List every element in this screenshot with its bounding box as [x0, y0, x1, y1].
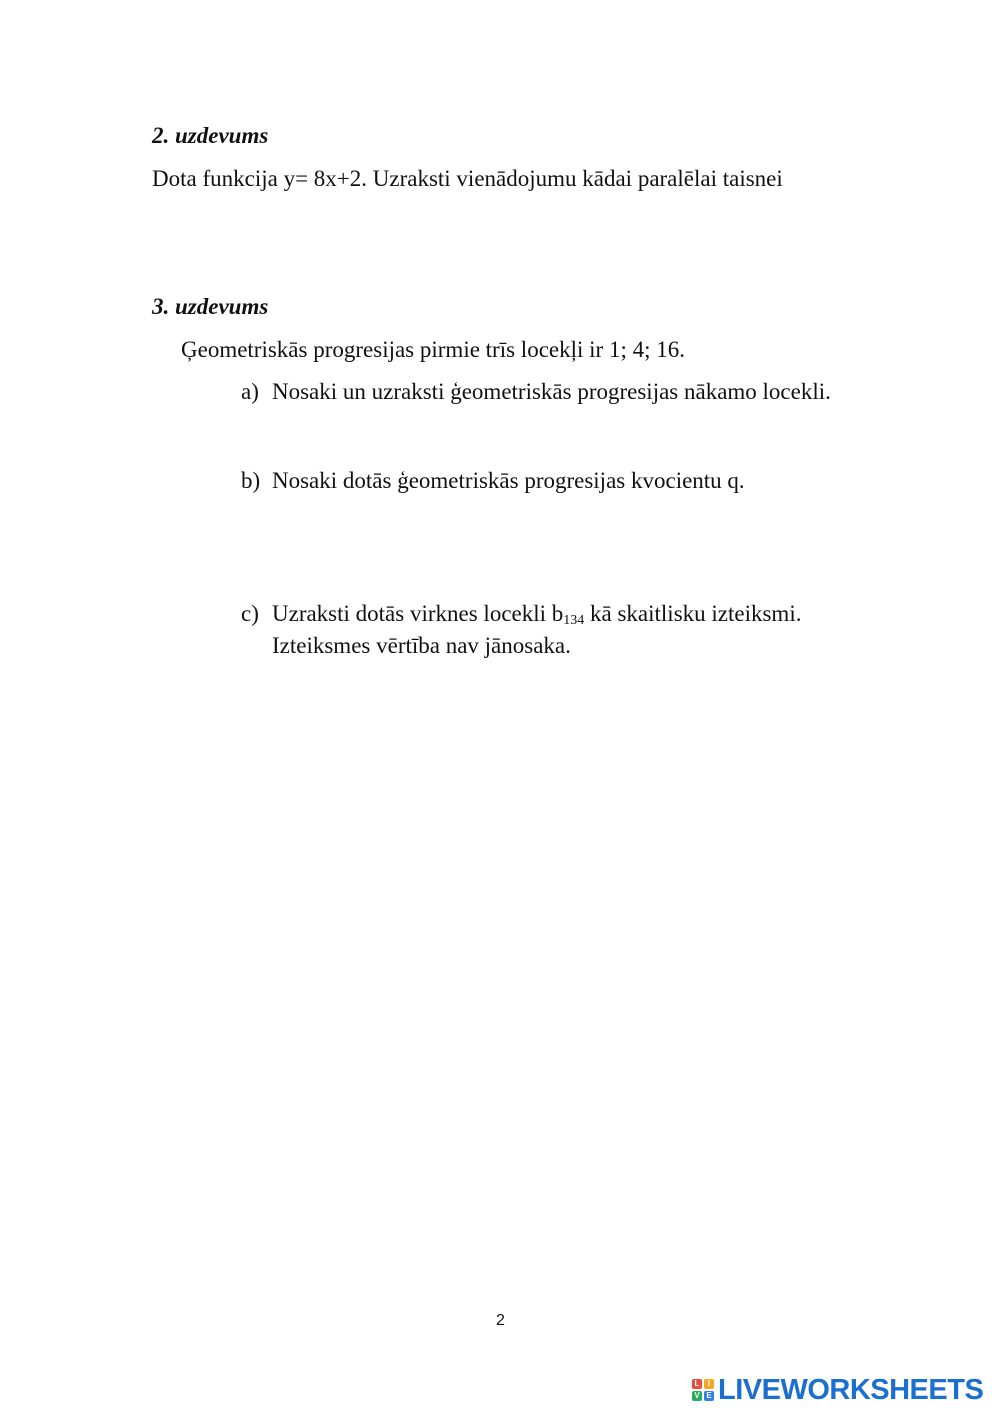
list-item-text: Nosaki un uzraksti ģeometriskās progresijas nākamo locekli.	[272, 379, 831, 404]
list-item-c	[0, 600, 1000, 664]
list-item-text-end: kā skaitlisku izteiksmi.	[584, 601, 802, 626]
list-item-text: Nosaki dotās ģeometriskās progresijas kvocientu q.	[272, 468, 745, 493]
list-item-letter: c)	[241, 601, 259, 626]
logo-tile: L	[692, 1379, 702, 1389]
list-item-text-line2: Izteiksmes vērtība nav jānosaka.	[272, 633, 571, 658]
list-item-letter: b)	[241, 468, 261, 493]
logo-tile: V	[692, 1391, 702, 1401]
liveworksheets-logo-icon	[692, 1379, 714, 1401]
task-2-heading: 2. uzdevums	[152, 123, 269, 148]
page-number: 2	[496, 1312, 505, 1329]
liveworksheets-wordmark: LIVEWORKSHEETS	[718, 1373, 984, 1406]
logo-tile: E	[704, 1391, 714, 1401]
list-item-b	[0, 467, 1000, 495]
liveworksheets-brand	[692, 1373, 983, 1407]
task-2-text: Dota funkcija y= 8x+2. Uzraksti vienādojumu kādai paralēlai taisnei	[152, 166, 783, 191]
subscript-index: 134	[563, 613, 585, 628]
logo-tile: I	[704, 1379, 714, 1389]
task-3-heading: 3. uzdevums	[152, 294, 269, 319]
list-item-text	[272, 600, 801, 628]
list-item-text-start: Uzraksti dotās virknes locekli b	[272, 601, 564, 626]
task-3-intro: Ģeometriskās progresijas pirmie trīs locekļi ir 1; 4; 16.	[181, 337, 685, 362]
list-item-a	[0, 378, 1000, 406]
list-item-letter: a)	[241, 379, 259, 404]
